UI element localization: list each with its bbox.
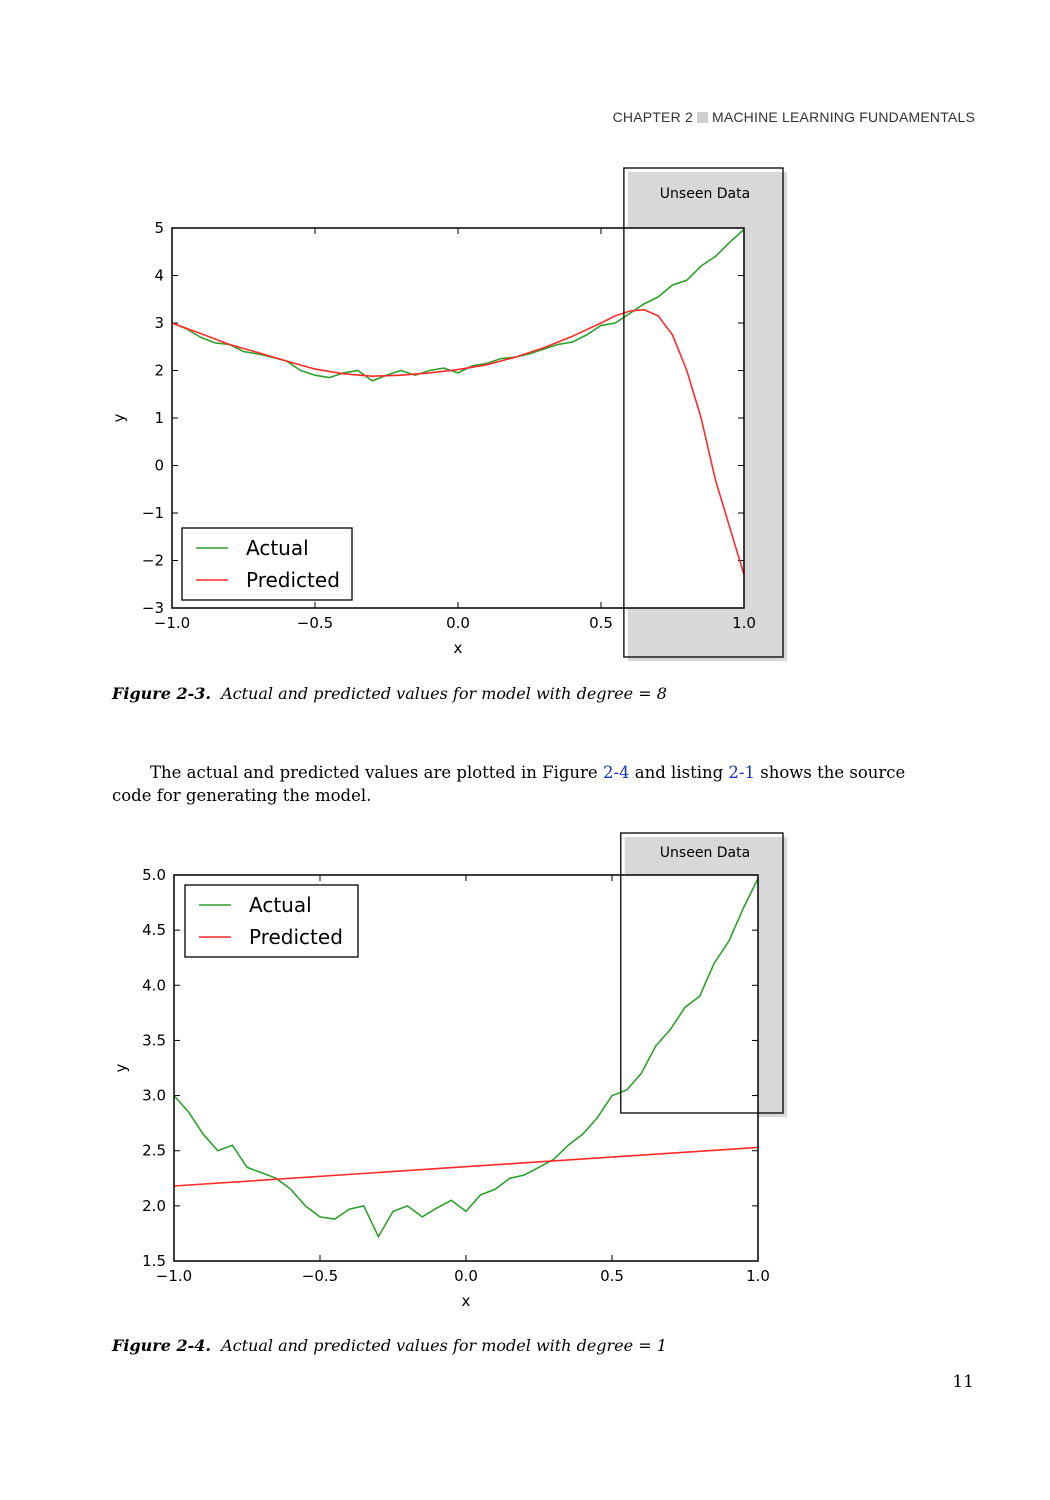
y-tick-label: 4 (154, 266, 164, 285)
x-axis-label: x (461, 1292, 471, 1310)
x-tick-label: −1.0 (153, 614, 191, 632)
x-tick-label: 0.0 (446, 614, 470, 632)
y-axis-label: y (110, 413, 128, 423)
body-text-part: shows the source code for generating the model. (112, 762, 906, 805)
figure-2-4-caption (112, 1336, 667, 1355)
y-tick-label: 3 (154, 314, 164, 332)
legend-label-actual: Actual (249, 893, 312, 917)
y-tick-label: 3.0 (142, 1086, 166, 1105)
legend-label-actual: Actual (246, 536, 309, 560)
y-axis-label: y (112, 1063, 130, 1073)
unseen-data-label: Unseen Data (659, 186, 751, 202)
chapter-title: MACHINE LEARNING FUNDAMENTALS (711, 109, 975, 125)
y-tick-label: 3.5 (142, 1031, 166, 1050)
y-tick-label: 1 (154, 409, 164, 427)
y-tick-label: 2.5 (142, 1141, 166, 1160)
chapter-label: CHAPTER 2 (612, 109, 693, 125)
figure-2-3-chart (100, 160, 800, 665)
x-tick-label: −0.5 (296, 614, 334, 632)
x-tick-label: 0.5 (600, 1267, 624, 1285)
body-text-part: and listing (629, 762, 729, 782)
y-tick-label: 4.5 (142, 921, 166, 940)
body-text-part: The actual and predicted values are plotted in Figure (150, 762, 603, 782)
figure-reference-link[interactable]: 2-4 (602, 762, 630, 782)
x-tick-label: 1.0 (732, 614, 756, 632)
y-tick-label: 0 (154, 456, 164, 475)
caption-text: Actual and predicted values for model with degree = 8 (221, 684, 667, 703)
x-tick-label: 0.5 (589, 614, 613, 632)
x-tick-label: −0.5 (301, 1267, 339, 1285)
y-tick-label: 2.0 (142, 1196, 166, 1215)
y-tick-label: −1 (141, 504, 164, 522)
caption-label: Figure 2-3. (112, 684, 211, 703)
x-tick-label: 1.0 (746, 1267, 770, 1285)
y-tick-label: 2 (154, 361, 164, 380)
y-tick-label: 5.0 (142, 866, 166, 884)
figure-2-3-caption (112, 684, 667, 703)
legend-label-predicted: Predicted (249, 925, 343, 949)
x-tick-label: −1.0 (155, 1267, 193, 1285)
figure-2-4-chart (100, 825, 800, 1317)
y-tick-label: 4.0 (142, 976, 166, 995)
y-tick-label: −3 (141, 599, 164, 617)
body-paragraph (112, 761, 942, 807)
running-head (613, 109, 975, 125)
x-tick-label: 0.0 (454, 1267, 478, 1285)
page-number: 11 (952, 1372, 974, 1392)
caption-label: Figure 2-4. (112, 1336, 211, 1355)
y-tick-label: 5 (154, 219, 164, 237)
header-separator (697, 112, 708, 123)
y-tick-label: −2 (141, 551, 164, 570)
listing-reference-link[interactable]: 2-1 (728, 762, 755, 782)
legend-label-predicted: Predicted (246, 568, 340, 592)
caption-text: Actual and predicted values for model with degree = 1 (221, 1336, 667, 1355)
x-axis-label: x (453, 639, 463, 657)
y-tick-label: 1.5 (142, 1252, 166, 1270)
unseen-data-label: Unseen Data (659, 845, 751, 861)
